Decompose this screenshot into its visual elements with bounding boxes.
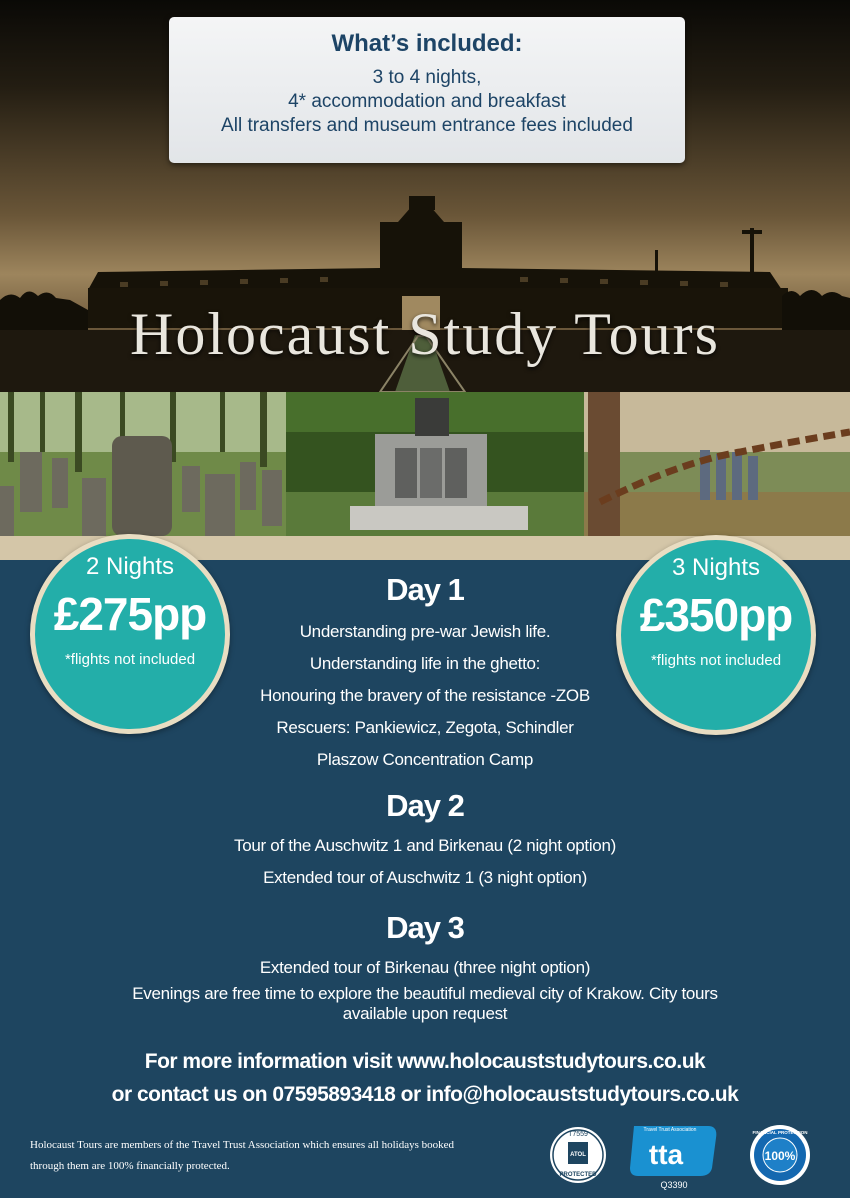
svg-text:PROTECTED: PROTECTED bbox=[559, 1172, 597, 1178]
page-title: Holocaust Study Tours bbox=[129, 301, 721, 367]
day-line: Extended tour of Auschwitz 1 (3 night option) bbox=[263, 868, 587, 887]
photo-strip bbox=[0, 392, 850, 536]
day-1-section bbox=[0, 572, 850, 776]
day-line: Tour of the Auschwitz 1 and Birkenau (2 night option) bbox=[234, 836, 616, 855]
svg-text:ATOL: ATOL bbox=[570, 1152, 586, 1158]
accreditation-logos bbox=[548, 1118, 828, 1192]
offer-nights: 2 Nights bbox=[85, 553, 175, 580]
day-2-section bbox=[0, 788, 850, 894]
day-line: Plaszow Concentration Camp bbox=[316, 750, 534, 769]
svg-text:T7559: T7559 bbox=[568, 1131, 588, 1138]
day-3-section bbox=[0, 910, 850, 1024]
offer-note: *flights not included bbox=[650, 652, 782, 669]
day-line: Understanding life in the ghetto: bbox=[309, 654, 541, 673]
hero-banner bbox=[0, 0, 850, 392]
svg-text:tta: tta bbox=[648, 1139, 684, 1170]
cemetery-photo bbox=[0, 392, 286, 536]
whats-included-box bbox=[169, 17, 685, 163]
included-title: What’s included: bbox=[331, 30, 523, 57]
day-line: Honouring the bravery of the resistance -ZOB bbox=[260, 686, 590, 705]
day-title: Day 1 bbox=[386, 572, 464, 607]
day-line: available upon request bbox=[342, 1004, 508, 1023]
monument-photo bbox=[286, 392, 584, 536]
day-line: Evenings are free time to explore the beautiful medieval city of Krakow. City tours bbox=[132, 984, 718, 1003]
offer-price: £275pp bbox=[53, 588, 207, 640]
fence-chain-photo bbox=[584, 392, 850, 536]
svg-text:Q3390: Q3390 bbox=[660, 1180, 688, 1190]
svg-text:FINANCIAL PROTECTION: FINANCIAL PROTECTION bbox=[752, 1130, 808, 1135]
day-title: Day 2 bbox=[386, 788, 464, 823]
offer-note: *flights not included bbox=[64, 651, 196, 668]
svg-text:100%: 100% bbox=[764, 1149, 796, 1163]
offer-price: £350pp bbox=[639, 589, 793, 641]
contact-phone-email-line: or contact us on 07595893418 or info@holocauststudytours.co.uk bbox=[111, 1083, 739, 1106]
day-title: Day 3 bbox=[386, 910, 464, 945]
tta-logo-icon bbox=[630, 1126, 716, 1190]
day-line: Understanding pre-war Jewish life. bbox=[299, 622, 551, 641]
offer-nights: 3 Nights bbox=[671, 554, 761, 581]
day-line: Rescuers: Pankiewicz, Zegota, Schindler bbox=[276, 718, 574, 737]
svg-text:Travel Trust Association: Travel Trust Association bbox=[643, 1127, 697, 1133]
contact-website-line: For more information visit www.holocauststudytours.co.uk bbox=[144, 1050, 706, 1073]
included-line: 4* accommodation and breakfast bbox=[288, 91, 566, 112]
included-line: 3 to 4 nights, bbox=[372, 67, 482, 88]
atol-logo-icon bbox=[550, 1127, 606, 1183]
included-line: All transfers and museum entrance fees included bbox=[221, 115, 633, 136]
footer-disclaimer: Holocaust Tours are members of the Travel Trust Association which ensures all holidays booked through them are 100% financially protected. bbox=[30, 1139, 455, 1172]
day-line: Extended tour of Birkenau (three night option) bbox=[259, 958, 591, 977]
financial-protection-icon bbox=[750, 1125, 810, 1185]
